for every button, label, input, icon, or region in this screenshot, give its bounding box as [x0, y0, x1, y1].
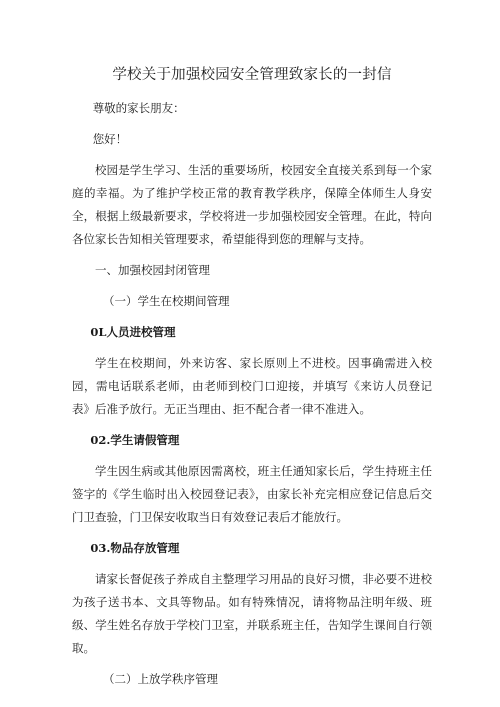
- subsection-2-heading: （二）上放学秩序管理: [103, 672, 219, 686]
- item-3-heading: 03.物品存放管理: [90, 541, 180, 555]
- item-3-paragraph: 请家长督促孩子养成自主整理学习用品的良好习惯，非必要不进校为孩子送书本、文具等物品。如有特殊情况，请将物品注明年级、班级、学生姓名存放于学校门卫室，并联系班主任，告知学生课间自行领取。: [72, 572, 432, 655]
- intro-paragraph: 校园是学生学习、生活的重要场所，校园安全直接关系到每一个家庭的幸福。为了维护学校正常的教育教学秩序，保障全体师生人身安全，根据上级最新要求，学校将进一步加强校园安全管理。在此，特向各位家长告知相关管理要求，希望能得到您的理解与支持。: [72, 163, 432, 246]
- section-1-heading: 一、加强校园封闭管理: [95, 263, 210, 277]
- subsection-1-heading: （一）学生在校期间管理: [103, 294, 230, 308]
- salutation: 尊敬的家长朋友：: [92, 101, 185, 115]
- item-1-heading: 0L人员进校管理: [90, 325, 176, 339]
- greeting: 您好！: [92, 132, 128, 146]
- item-2-heading: 02.学生请假管理: [90, 433, 180, 447]
- letter-body: [72, 64, 432, 699]
- item-1-paragraph: 学生在校期间，外来访客、家长原则上不进校。因事确需进入校园，需电话联系老师，由老师到校门口迎接，并填写《来访人员登记表》后准予放行。无正当理由、拒不配合者一律不准进入。: [72, 356, 432, 416]
- item-2-paragraph: 学生因生病或其他原因需离校，班主任通知家长后，学生持班主任签字的《学生临时出入校园登记表》，由家长补充完相应登记信息后交门卫查验，门卫保安收取当日有效登记表后才能放行。: [72, 464, 432, 524]
- letter-title: 学校关于加强校园安全管理致家长的一封信: [112, 67, 392, 83]
